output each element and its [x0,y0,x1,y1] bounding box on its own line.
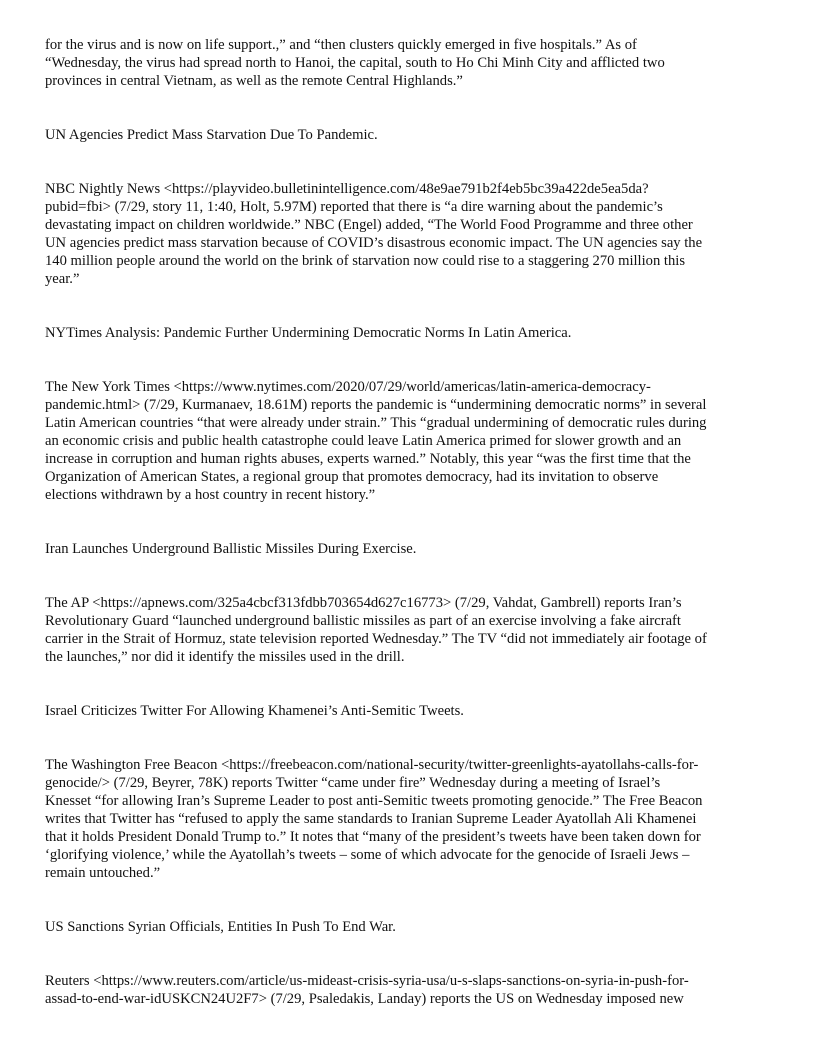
paragraph-nytimes-report: The New York Times <https://www.nytimes.com/2020/07/29/world/americas/latin-america-democracy- pandemic.html> (7/29, Kurmanaev, 18.61M) reports the pandemic is “undermining democratic norms” in several Latin American countries “that were already under strain.” This “gradual undermining of democratic rules during an economic crisis and public health catastrophe could leave Latin America primed for slower growth and an increase in corruption and human rights abuses, experts warned.” Notably, this year “was the first time that the Organization of American States, a regional group that promotes democracy, had its invitation to observe elections withdrawn by a host country in recent history.” [45,379,707,503]
headline-iran-missiles: Iran Launches Underground Ballistic Missiles During Exercise. [45,541,417,557]
paragraph-nbc-report: NBC Nightly News <https://playvideo.bulletinintelligence.com/48e9ae791b2f4eb5bc39a422de5ea5da? pubid=fbi> (7/29, story 11, 1:40, Holt, 5.97M) reported that there is “a dire warning about the pandemic’s devastating impact on children worldwide.” NBC (Engel) added, “The World Food Programme and three other UN agencies predict mass starvation because of COVID’s disastrous economic impact. The UN agencies say the 140 million people around the world on the brink of starvation now could rise to a staggering 270 million this year.” [45,181,703,287]
headline-us-sanctions-syria: US Sanctions Syrian Officials, Entities In Push To End War. [45,919,396,935]
headline-nytimes-latin-america: NYTimes Analysis: Pandemic Further Undermining Democratic Norms In Latin America. [45,325,572,341]
paragraph-reuters-report: Reuters <https://www.reuters.com/article/us-mideast-crisis-syria-usa/u-s-slaps-sanctions-on-syria-in-push-for- assad-to-end-war-idUSKCN24U2F7> (7/29, Psaledakis, Landay) reports the US on Wednesday imposed new [45,973,689,1007]
paragraph-ap-report: The AP <https://apnews.com/325a4cbcf313fdbb703654d627c16773> (7/29, Vahdat, Gambrell) reports Iran’s Revolutionary Guard “launched underground ballistic missiles as part of an exercise involving a fake aircraft carrier in the Strait of Hormuz, state television reported Wednesday.” The TV “did not immediately air footage of the launches,” nor did it identify the missiles used in the drill. [45,595,707,665]
headline-un-starvation: UN Agencies Predict Mass Starvation Due To Pandemic. [45,127,378,143]
document-page [45,36,775,1008]
paragraph-free-beacon-report: The Washington Free Beacon <https://freebeacon.com/national-security/twitter-greenlights-ayatollahs-calls-for- genocide/> (7/29, Beyrer, 78K) reports Twitter “came under fire” Wednesday during a meeting of Israel’s Knesset “for allowing Iran’s Supreme Leader to post anti-Semitic tweets promoting genocide.” The Free Beacon writes that Twitter has “refused to apply the same standards to Iranian Supreme Leader Ayatollah Ali Khamenei that it holds President Donald Trump to.” It notes that “many of the president’s tweets have been taken down for ‘glorifying violence,’ while the Ayatollah’s tweets – some of which advocate for the genocide of Israeli Jews – remain untouched.” [45,757,703,881]
paragraph-vietnam-virus: for the virus and is now on life support.,” and “then clusters quickly emerged in five hospitals.” As of “Wednesday, the virus had spread north to Hanoi, the capital, south to Ho Chi Minh City and afflicted two provinces in central Vietnam, as well as the remote Central Highlands.” [45,37,665,89]
headline-israel-twitter: Israel Criticizes Twitter For Allowing Khamenei’s Anti-Semitic Tweets. [45,703,464,719]
